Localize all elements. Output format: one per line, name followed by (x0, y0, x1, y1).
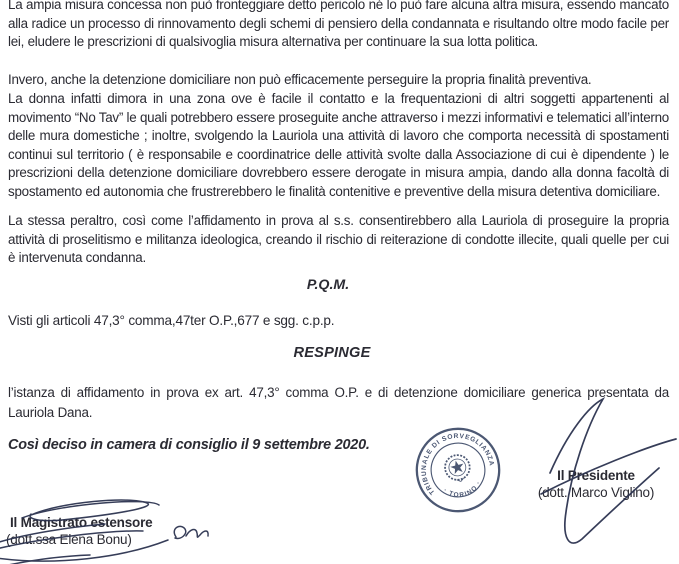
stamp-ring-text-top: TRIBUNALE DI SORVEGLIANZA (420, 432, 495, 496)
body-paragraph-1: La ampia misura concessa non può fronteggiare detto pericolo né lo può fare alcuna altra misura, essendo mancato alla radice un processo di rinnovamento degli schemi di pensiero della condannata e risultando oltre modo facile per lei, eludere le prescrizioni di qualsivoglia misura alternativa per continuare la sua lotta politica. (8, 0, 669, 49)
magistrate-signature-block (6, 515, 153, 548)
stamp-ribbon (457, 478, 464, 482)
president-title: Il Presidente (557, 468, 635, 483)
istanza-paragraph: l’istanza di affidamento in prova ex art. 47,3° comma O.P. e di detenzione domiciliare generica presentata da Lauriola Dana. (8, 385, 669, 420)
magistrate-name: (dott.ssa Elena Bonu) (6, 531, 132, 547)
magistrate-title: Il Magistrato estensore (10, 515, 153, 530)
stamp-ring-text-bottom: · TORINO · (441, 479, 483, 500)
body-paragraph-3: La donna infatti dimora in una zona ove è facile il contatto e la frequentazioni di altri soggetti appartenenti al movimento “No Tav” le quali potrebbero essere proseguite anche attraverso i mezzi informativi e telematici all’interno delle mura domestiche ; inoltre, svolgendo la Lauriola una attività di lavoro che comporta necessità di spostamenti continui sul territorio ( è responsabile e coordinatrice delle attività svolte dalla Associazione di cui è dipendente ) le prescrizioni della detenzione domiciliare dovrebbero essere derogate in misura ampia, dando alla donna facoltà di spostamento ed autonomia che frustrerebbero le finalità contenitive e preventive della misura detentiva domiciliare. (8, 91, 669, 199)
president-name: (dott. Marco Viglino) (537, 484, 655, 500)
body-paragraph-2: Invero, anche la detenzione domiciliare non può efficacemente perseguire la propria finalità preventiva. (8, 72, 592, 87)
president-signature-block (528, 468, 664, 501)
decision-date-line: Così deciso in camera di consiglio il 9 settembre 2020. (8, 437, 370, 453)
body-paragraph-4: La stessa peraltro, così come l’affidamento in prova al s.s. consentirebbero alla Lauriola di proseguire la propria attività di proselitismo e militanza ideologica, creando il rischio di reiterazione di condotte illecite, quali quelle per cui è intervenuta condanna. (8, 213, 669, 265)
visti-articles-line: Visti gli articoli 47,3° comma,47ter O.P.,677 e sgg. c.p.p. (8, 313, 335, 328)
respinge-heading: RESPINGE (293, 345, 371, 361)
court-seal-stamp-icon (405, 417, 512, 524)
pqm-heading: P.Q.M. (306, 277, 350, 293)
